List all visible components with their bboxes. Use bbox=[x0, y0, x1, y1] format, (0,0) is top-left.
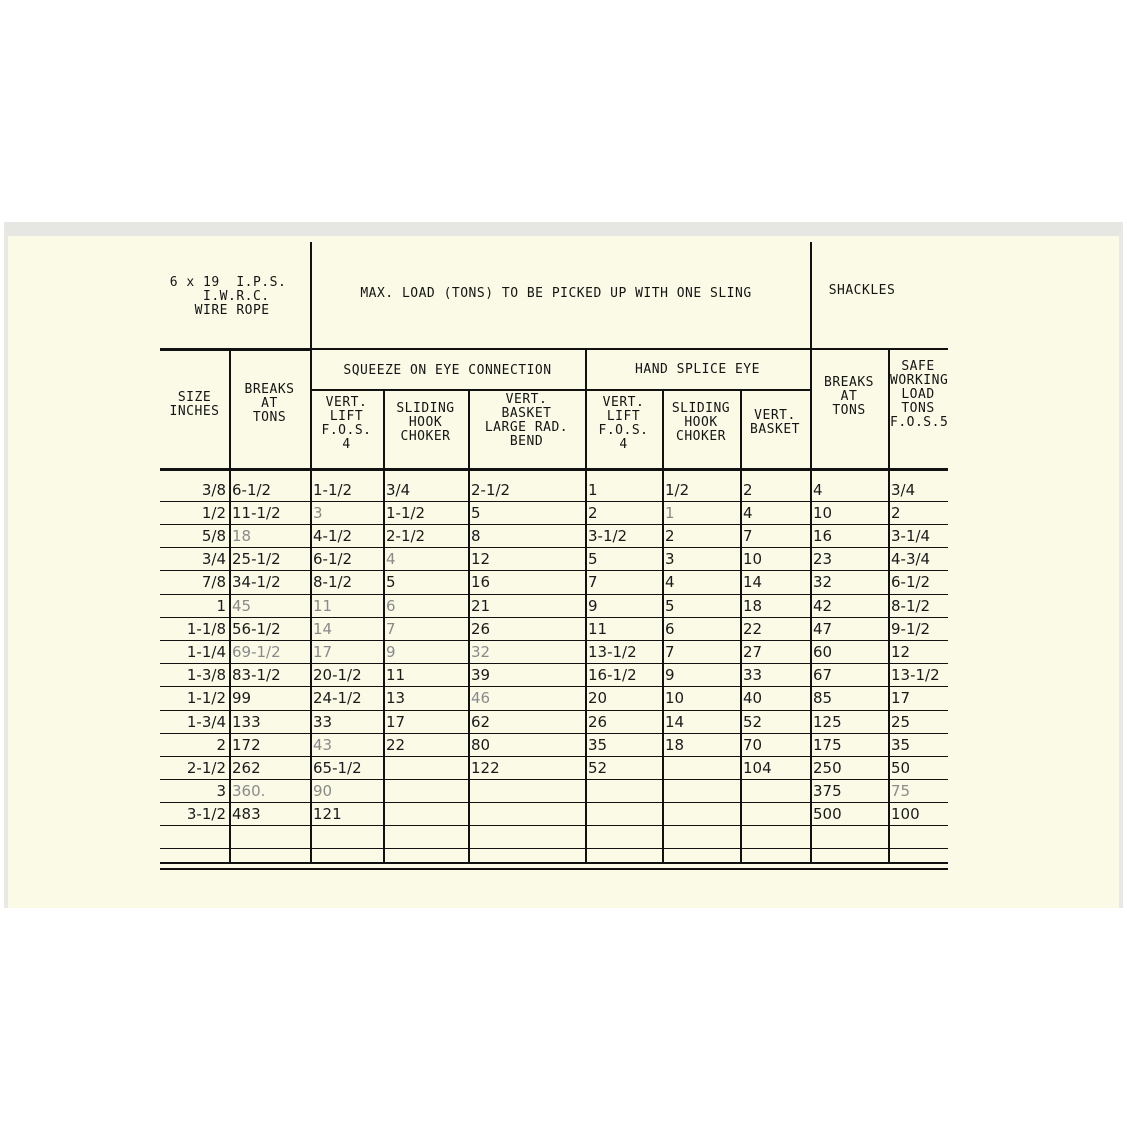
table-cell-r5-c7: 18 bbox=[743, 597, 763, 615]
table-cell-r2-c9: 3-1/4 bbox=[891, 527, 931, 545]
table-cell-r6-c4: 26 bbox=[471, 620, 491, 638]
table-cell-r3-c3: 4 bbox=[386, 550, 396, 568]
table-cell-r1-c0: 1/2 bbox=[201, 504, 226, 522]
load-chart-card bbox=[4, 222, 1123, 908]
table-cell-r7-c1: 69-1/2 bbox=[232, 643, 281, 661]
table-cell-r10-c6: 14 bbox=[665, 713, 685, 731]
table-cell-r5-c0: 1 bbox=[216, 597, 226, 615]
table-cell-r4-c5: 7 bbox=[588, 573, 598, 591]
table-cell-r1-c4: 5 bbox=[471, 504, 481, 522]
row-rule-11 bbox=[160, 733, 948, 734]
table-cell-r0-c9: 3/4 bbox=[891, 481, 916, 499]
table-cell-r9-c0: 1-1/2 bbox=[186, 689, 226, 707]
table-cell-r6-c5: 11 bbox=[588, 620, 608, 638]
table-cell-r8-c8: 67 bbox=[813, 666, 833, 684]
column-rule-4 bbox=[468, 389, 470, 864]
table-cell-r9-c9: 17 bbox=[891, 689, 911, 707]
table-cell-r6-c7: 22 bbox=[743, 620, 763, 638]
table-cell-r11-c2: 43 bbox=[313, 736, 333, 754]
table-cell-r0-c7: 2 bbox=[743, 481, 753, 499]
table-cell-r3-c5: 5 bbox=[588, 550, 598, 568]
column-rule-3 bbox=[383, 389, 385, 864]
table-cell-r12-c9: 50 bbox=[891, 759, 911, 777]
row-rule-1 bbox=[160, 501, 948, 502]
table-cell-r13-c2: 90 bbox=[313, 782, 333, 800]
table-cell-r2-c5: 3-1/2 bbox=[588, 527, 628, 545]
table-cell-r5-c2: 11 bbox=[313, 597, 333, 615]
table-cell-r12-c5: 52 bbox=[588, 759, 608, 777]
column-header-squeeze-sliding-hook-choker: SLIDING HOOK CHOKER bbox=[396, 401, 455, 444]
table-cell-r13-c9: 75 bbox=[891, 782, 911, 800]
table-cell-r4-c6: 4 bbox=[665, 573, 675, 591]
row-rule-6 bbox=[160, 617, 948, 618]
table-cell-r1-c1: 11-1/2 bbox=[232, 504, 281, 522]
table-cell-r2-c8: 16 bbox=[813, 527, 833, 545]
table-cell-r1-c2: 3 bbox=[313, 504, 323, 522]
column-header-splice-vert-lift: VERT. LIFT F.O.S. 4 bbox=[598, 395, 649, 452]
table-cell-r10-c8: 125 bbox=[813, 713, 842, 731]
table-cell-r7-c8: 60 bbox=[813, 643, 833, 661]
squeeze-eye-heading: SQUEEZE ON EYE CONNECTION bbox=[343, 363, 552, 378]
table-cell-r11-c8: 175 bbox=[813, 736, 842, 754]
table-cell-r6-c8: 47 bbox=[813, 620, 833, 638]
table-cell-r5-c1: 45 bbox=[232, 597, 252, 615]
table-cell-r3-c2: 6-1/2 bbox=[313, 550, 353, 568]
row-rule-16 bbox=[160, 848, 948, 849]
table-cell-r8-c0: 1-3/8 bbox=[186, 666, 226, 684]
table-cell-r14-c9: 100 bbox=[891, 805, 920, 823]
row-rule-10 bbox=[160, 710, 948, 711]
column-header-size-inches: SIZE INCHES bbox=[169, 390, 220, 419]
table-cell-r4-c8: 32 bbox=[813, 573, 833, 591]
column-header-shackle-breaks-at-tons: BREAKS AT TONS bbox=[824, 375, 874, 418]
table-cell-r5-c5: 9 bbox=[588, 597, 598, 615]
table-cell-r8-c3: 11 bbox=[386, 666, 406, 684]
table-cell-r5-c9: 8-1/2 bbox=[891, 597, 931, 615]
title-divider-left bbox=[310, 242, 312, 350]
row-rule-13 bbox=[160, 779, 948, 780]
table-cell-r0-c2: 1-1/2 bbox=[313, 481, 353, 499]
table-cell-r3-c9: 4-3/4 bbox=[891, 550, 931, 568]
table-cell-r14-c2: 121 bbox=[313, 805, 342, 823]
column-rule-1 bbox=[229, 348, 231, 864]
table-cell-r4-c2: 8-1/2 bbox=[313, 573, 353, 591]
shackles-title: SHACKLES bbox=[828, 283, 896, 298]
table-cell-r11-c7: 70 bbox=[743, 736, 763, 754]
table-cell-r4-c9: 6-1/2 bbox=[891, 573, 931, 591]
row-rule-15 bbox=[160, 825, 948, 826]
title-bottom-rule bbox=[310, 348, 948, 350]
row-rule-3 bbox=[160, 547, 948, 548]
row-rule-12 bbox=[160, 756, 948, 757]
column-header-splice-vert-basket: VERT. BASKET bbox=[750, 408, 800, 437]
table-cell-r11-c0: 2 bbox=[216, 736, 226, 754]
table-cell-r1-c7: 4 bbox=[743, 504, 753, 522]
table-cell-r7-c7: 27 bbox=[743, 643, 763, 661]
table-cell-r10-c5: 26 bbox=[588, 713, 608, 731]
row-rule-14 bbox=[160, 802, 948, 803]
table-cell-r9-c3: 13 bbox=[386, 689, 406, 707]
table-cell-r7-c3: 9 bbox=[386, 643, 396, 661]
table-cell-r11-c5: 35 bbox=[588, 736, 608, 754]
table-cell-r2-c0: 5/8 bbox=[201, 527, 226, 545]
table-cell-r9-c8: 85 bbox=[813, 689, 833, 707]
table-cell-r10-c9: 25 bbox=[891, 713, 911, 731]
table-cell-r7-c4: 32 bbox=[471, 643, 491, 661]
table-cell-r8-c5: 16-1/2 bbox=[588, 666, 637, 684]
row-rule-2 bbox=[160, 524, 948, 525]
table-cell-r4-c3: 5 bbox=[386, 573, 396, 591]
table-cell-r2-c4: 8 bbox=[471, 527, 481, 545]
table-cell-r10-c3: 17 bbox=[386, 713, 406, 731]
column-rule-6 bbox=[662, 389, 664, 864]
table-cell-r4-c0: 7/8 bbox=[201, 573, 226, 591]
column-rule-8 bbox=[810, 348, 812, 864]
table-cell-r8-c6: 9 bbox=[665, 666, 675, 684]
row-rule-4 bbox=[160, 570, 948, 571]
table-cell-r1-c8: 10 bbox=[813, 504, 833, 522]
table-cell-r10-c1: 133 bbox=[232, 713, 261, 731]
column-header-shackle-safe-working-load: SAFE WORKING LOAD TONS F.O.S.5 bbox=[890, 359, 949, 430]
table-cell-r5-c6: 5 bbox=[665, 597, 675, 615]
table-cell-r5-c4: 21 bbox=[471, 597, 491, 615]
table-bottom-rule-1 bbox=[160, 862, 948, 864]
table-cell-r3-c0: 3/4 bbox=[201, 550, 226, 568]
hand-splice-heading: HAND SPLICE EYE bbox=[635, 362, 760, 377]
table-cell-r7-c9: 12 bbox=[891, 643, 911, 661]
table-cell-r2-c7: 7 bbox=[743, 527, 753, 545]
table-cell-r14-c0: 3-1/2 bbox=[186, 805, 226, 823]
table-cell-r7-c6: 7 bbox=[665, 643, 675, 661]
table-cell-r12-c1: 262 bbox=[232, 759, 261, 777]
table-cell-r7-c2: 17 bbox=[313, 643, 333, 661]
table-cell-r11-c4: 80 bbox=[471, 736, 491, 754]
table-cell-r14-c1: 483 bbox=[232, 805, 261, 823]
table-cell-r10-c0: 1-3/4 bbox=[186, 713, 226, 731]
table-cell-r0-c8: 4 bbox=[813, 481, 823, 499]
table-cell-r7-c5: 13-1/2 bbox=[588, 643, 637, 661]
table-cell-r14-c8: 500 bbox=[813, 805, 842, 823]
table-cell-r10-c7: 52 bbox=[743, 713, 763, 731]
table-cell-r6-c9: 9-1/2 bbox=[891, 620, 931, 638]
table-cell-r2-c2: 4-1/2 bbox=[313, 527, 353, 545]
table-cell-r3-c4: 12 bbox=[471, 550, 491, 568]
table-cell-r6-c1: 56-1/2 bbox=[232, 620, 281, 638]
table-cell-r5-c8: 42 bbox=[813, 597, 833, 615]
table-cell-r0-c0: 3/8 bbox=[201, 481, 226, 499]
table-cell-r10-c4: 62 bbox=[471, 713, 491, 731]
table-cell-r9-c5: 20 bbox=[588, 689, 608, 707]
table-cell-r11-c3: 22 bbox=[386, 736, 406, 754]
table-cell-r7-c0: 1-1/4 bbox=[186, 643, 226, 661]
table-cell-r12-c0: 2-1/2 bbox=[186, 759, 226, 777]
column-header-splice-sliding-hook-choker: SLIDING HOOK CHOKER bbox=[671, 401, 731, 444]
table-cell-r8-c2: 20-1/2 bbox=[313, 666, 362, 684]
table-cell-r3-c7: 10 bbox=[743, 550, 763, 568]
table-cell-r9-c1: 99 bbox=[232, 689, 252, 707]
column-header-squeeze-vert-lift: VERT. LIFT F.O.S. 4 bbox=[321, 395, 372, 452]
table-cell-r12-c2: 65-1/2 bbox=[313, 759, 362, 777]
table-cell-r8-c9: 13-1/2 bbox=[891, 666, 940, 684]
rope-spec-title: 6 x 19 I.P.S. I.W.R.C. WIRE ROPE bbox=[169, 275, 287, 318]
table-cell-r6-c0: 1-1/8 bbox=[186, 620, 226, 638]
column-header-squeeze-vert-basket: VERT. BASKET LARGE RAD. BEND bbox=[484, 392, 569, 449]
table-cell-r13-c8: 375 bbox=[813, 782, 842, 800]
table-cell-r12-c7: 104 bbox=[743, 759, 772, 777]
table-cell-r11-c1: 172 bbox=[232, 736, 261, 754]
table-cell-r11-c9: 35 bbox=[891, 736, 911, 754]
row-rule-8 bbox=[160, 663, 948, 664]
table-cell-r6-c6: 6 bbox=[665, 620, 675, 638]
row-rule-7 bbox=[160, 640, 948, 641]
table-cell-r4-c7: 14 bbox=[743, 573, 763, 591]
table-cell-r9-c6: 10 bbox=[665, 689, 685, 707]
table-cell-r8-c4: 39 bbox=[471, 666, 491, 684]
table-cell-r6-c3: 7 bbox=[386, 620, 396, 638]
table-cell-r8-c7: 33 bbox=[743, 666, 763, 684]
subheader-rule bbox=[310, 389, 810, 391]
rope-block-bottom-rule bbox=[160, 348, 310, 351]
table-cell-r0-c4: 2-1/2 bbox=[471, 481, 511, 499]
table-cell-r1-c3: 1-1/2 bbox=[386, 504, 426, 522]
max-load-title: MAX. LOAD (TONS) TO BE PICKED UP WITH ONE SLING bbox=[360, 286, 752, 301]
table-cell-r9-c4: 46 bbox=[471, 689, 491, 707]
table-cell-r0-c6: 1/2 bbox=[665, 481, 690, 499]
table-cell-r3-c8: 23 bbox=[813, 550, 833, 568]
row-rule-9 bbox=[160, 686, 948, 687]
table-cell-r11-c6: 18 bbox=[665, 736, 685, 754]
table-cell-r9-c7: 40 bbox=[743, 689, 763, 707]
table-cell-r0-c1: 6-1/2 bbox=[232, 481, 272, 499]
table-cell-r2-c6: 2 bbox=[665, 527, 675, 545]
table-bottom-rule-2 bbox=[160, 868, 948, 870]
table-cell-r13-c0: 3 bbox=[216, 782, 226, 800]
table-cell-r1-c5: 2 bbox=[588, 504, 598, 522]
table-cell-r1-c6: 1 bbox=[665, 504, 675, 522]
table-cell-r8-c1: 83-1/2 bbox=[232, 666, 281, 684]
table-cell-r10-c2: 33 bbox=[313, 713, 333, 731]
table-cell-r6-c2: 14 bbox=[313, 620, 333, 638]
table-cell-r4-c4: 16 bbox=[471, 573, 491, 591]
column-header-rope-breaks-at-tons: BREAKS AT TONS bbox=[244, 382, 295, 425]
table-cell-r2-c3: 2-1/2 bbox=[386, 527, 426, 545]
table-cell-r13-c1: 360. bbox=[232, 782, 266, 800]
table-cell-r1-c9: 2 bbox=[891, 504, 901, 522]
column-heading-rule bbox=[160, 468, 948, 471]
table-cell-r0-c5: 1 bbox=[588, 481, 598, 499]
column-rule-7 bbox=[740, 389, 742, 864]
table-cell-r9-c2: 24-1/2 bbox=[313, 689, 362, 707]
table-cell-r3-c1: 25-1/2 bbox=[232, 550, 281, 568]
table-cell-r2-c1: 18 bbox=[232, 527, 252, 545]
table-cell-r0-c3: 3/4 bbox=[386, 481, 411, 499]
table-cell-r5-c3: 6 bbox=[386, 597, 396, 615]
table-cell-r3-c6: 3 bbox=[665, 550, 675, 568]
table-cell-r4-c1: 34-1/2 bbox=[232, 573, 281, 591]
table-cell-r12-c8: 250 bbox=[813, 759, 842, 777]
row-rule-5 bbox=[160, 594, 948, 595]
table-cell-r12-c4: 122 bbox=[471, 759, 500, 777]
